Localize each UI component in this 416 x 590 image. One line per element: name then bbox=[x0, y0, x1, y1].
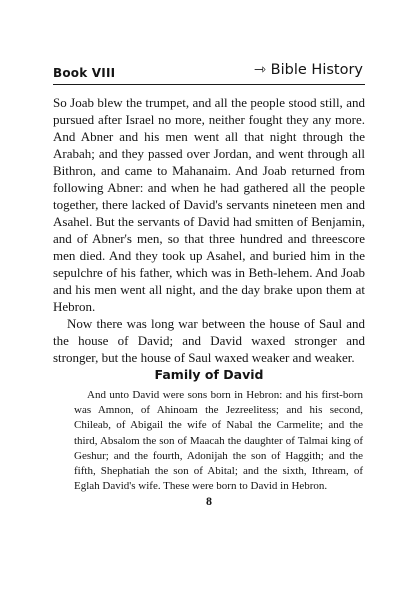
header-rule bbox=[53, 84, 365, 85]
book-label: Book VIII bbox=[53, 66, 116, 80]
page-number: 8 bbox=[206, 494, 212, 508]
section-text: And unto David were sons born in Hebron: and his first-born was Amnon, of Ahinoam the Jezreelitess; and his second, Chileab, of Abigail the wife of Nabal the Carmelite; and the third, Absalom the son of Maacah the daughter of Talmai king of Geshur; and the fourth, Adonijah the son of Haggith; and the fifth, Shephatiah the son of Abital; and the sixth, Ithream, of Eglah David's wife. These were born to David in Hebron. bbox=[74, 389, 363, 493]
running-header bbox=[53, 62, 363, 84]
header-title-group bbox=[254, 62, 363, 78]
section-heading: Family of David bbox=[154, 367, 264, 382]
running-title: Bible History bbox=[270, 62, 363, 78]
paragraph: Now there was long war between the house of Saul and the house of David; and David waxed stronger and stronger, but the house of Saul waxed weaker and weaker. bbox=[53, 316, 365, 365]
paragraph: So Joab blew the trumpet, and all the people stood still, and pursued after Israel no more, neither fought they any more. And Abner and his men went all that night through the Arabah; and they passed over Jordan, and went through all Bithron, and came to Mahanaim. And Joab returned from following Abner: and when he had gathered all the people together, there lacked of David's servants nineteen men and Asahel. But the servants of David had smitten of Benjamin, and of Abner's men, so that three hundred and threescore men died. And they took up Asahel, and buried him in the sepulchre of his father, which was in Beth-lehem. And Joab and his men went all night, and the day brake upon them at Hebron. bbox=[53, 95, 365, 314]
pointing-arrow-icon: ⇾ bbox=[253, 62, 267, 78]
main-text bbox=[53, 94, 365, 366]
